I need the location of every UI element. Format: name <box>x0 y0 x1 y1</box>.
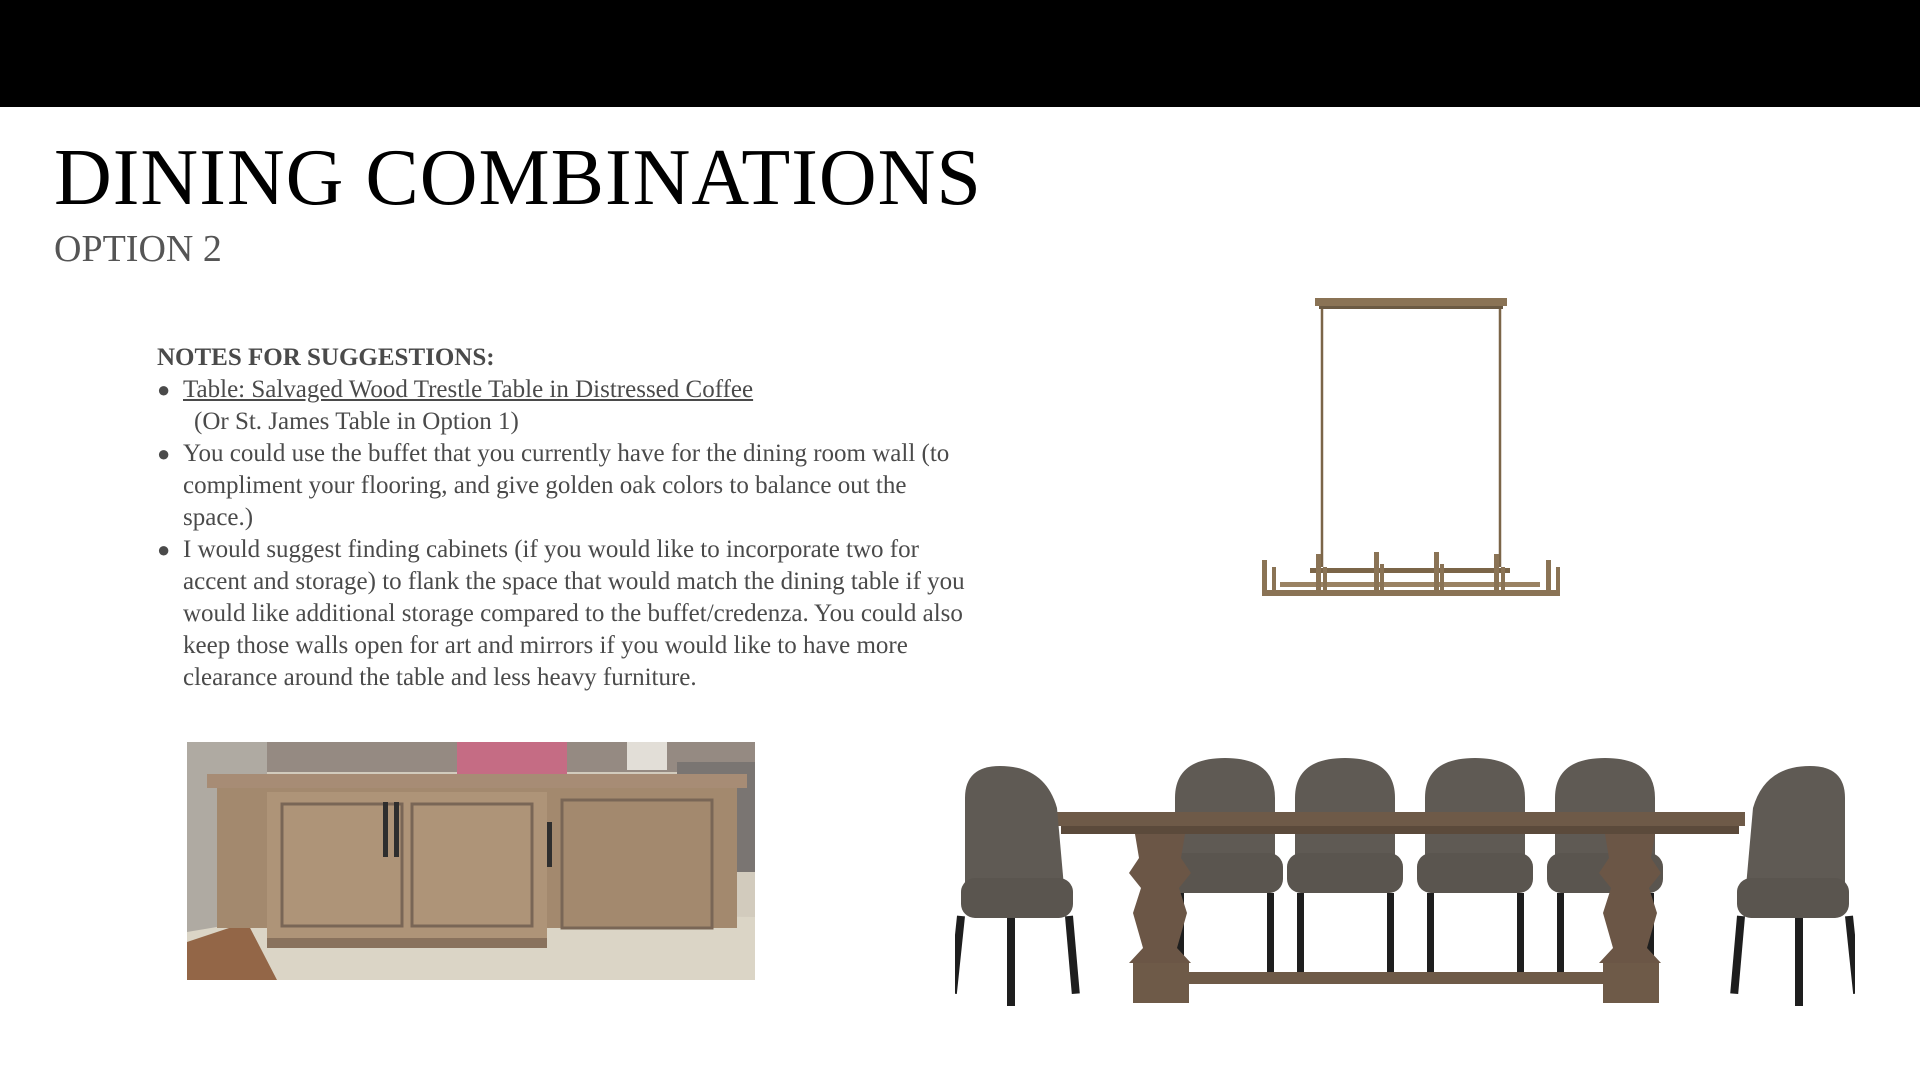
note-text: You could use the buffet that you currently have for the dining room wall (to compliment your flooring, and give golden oak colors to balance out the space.) <box>183 440 950 531</box>
note-subtext: (Or St. James Table in Option 1) <box>194 408 519 435</box>
chandelier-image <box>1250 292 1570 622</box>
dining-set-image <box>955 748 1855 1008</box>
bullet-icon: ● <box>157 537 171 562</box>
note-item <box>157 438 967 534</box>
table-product-link[interactable]: Table: Salvaged Wood Trestle Table in Distressed Coffee <box>183 376 754 403</box>
buffet-photo <box>187 742 755 980</box>
bullet-icon: ● <box>157 377 171 402</box>
bullet-icon: ● <box>157 441 171 466</box>
chandelier-illustration <box>1250 292 1570 622</box>
note-text: I would suggest finding cabinets (if you would like to incorporate two for accent and storage) to flank the space that would match the dining table if you would like additional storage compared to the buffet/credenza. You could also keep those walls open for art and mirrors if you would like to have more clearance around the table and less heavy furniture. <box>183 536 965 691</box>
buffet-illustration <box>187 742 755 980</box>
note-item <box>157 534 967 694</box>
notes-block <box>157 342 967 694</box>
page-subtitle: OPTION 2 <box>54 228 222 270</box>
note-item <box>157 374 967 406</box>
page-title: DINING COMBINATIONS <box>54 134 982 222</box>
dining-set-illustration <box>955 748 1855 1008</box>
notes-heading: NOTES FOR SUGGESTIONS: <box>157 344 495 371</box>
top-bar <box>0 0 1920 107</box>
